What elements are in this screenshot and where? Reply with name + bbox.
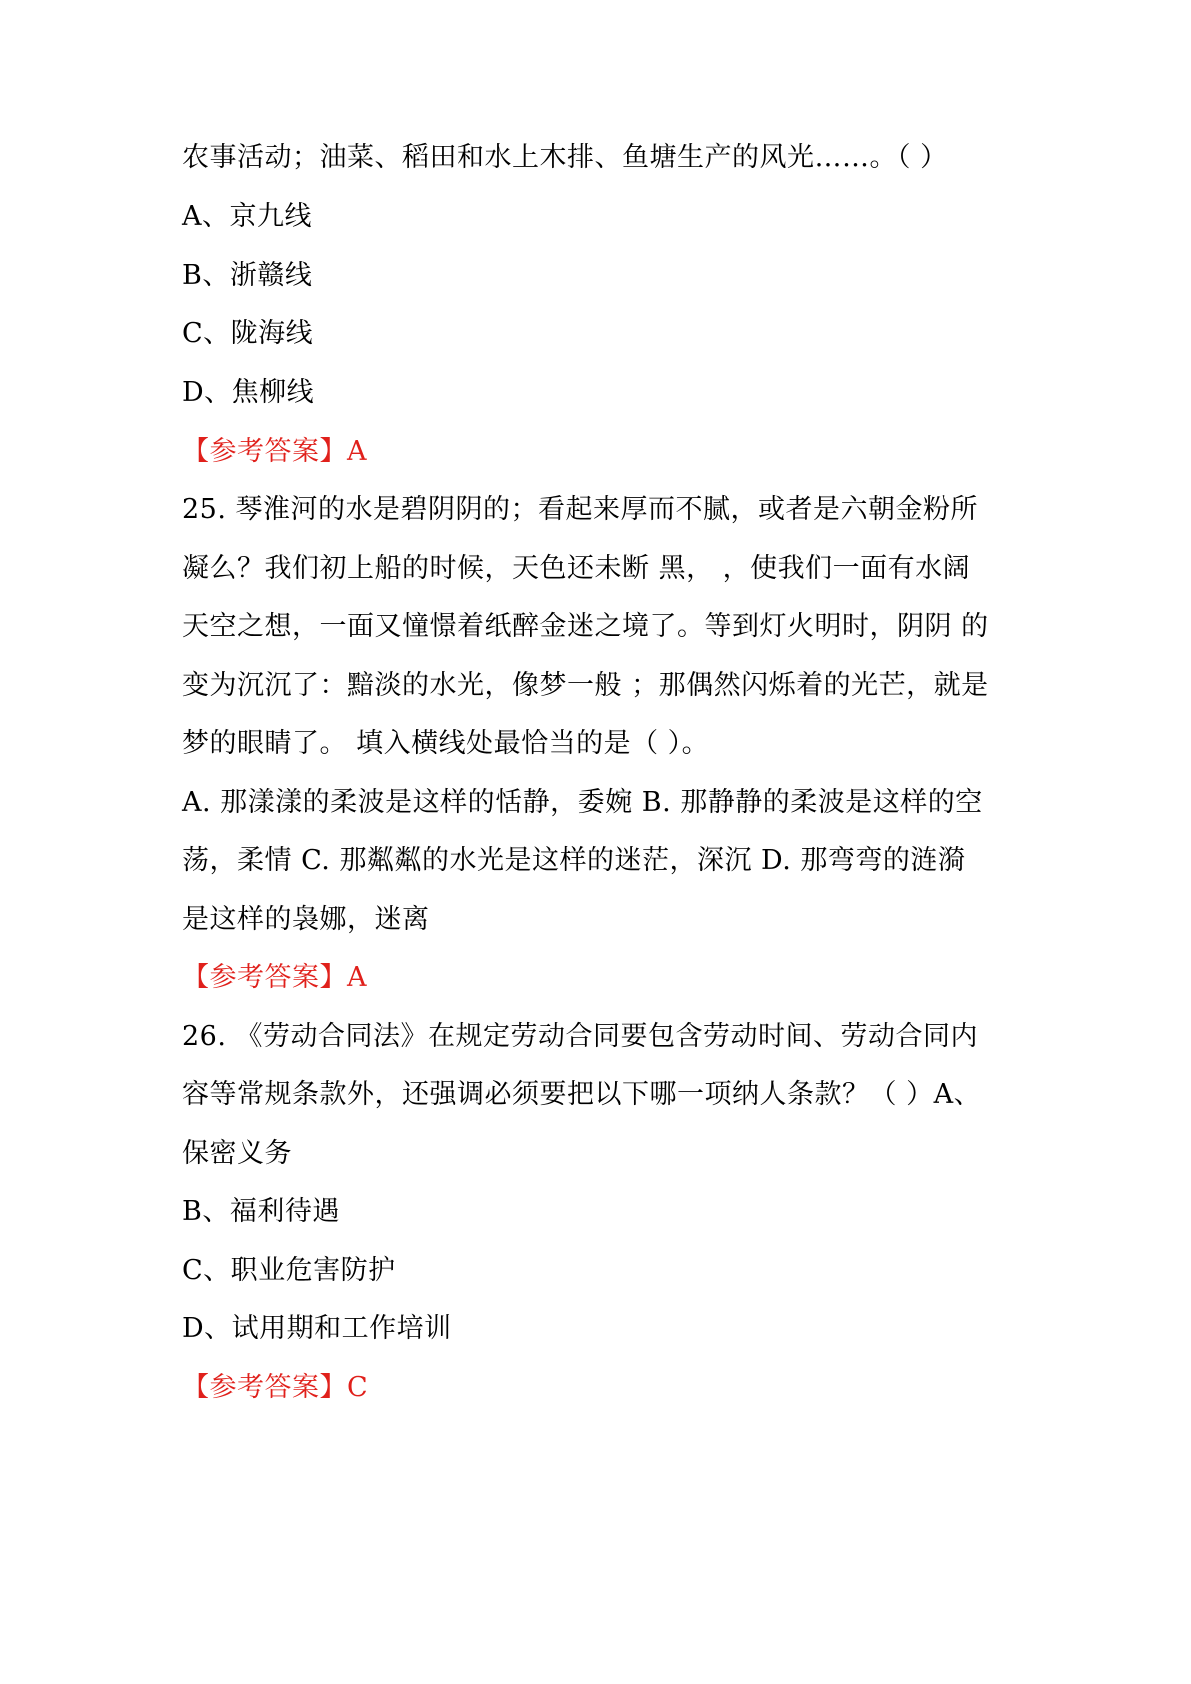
q26-option-b: B、福利待遇 xyxy=(182,1196,340,1227)
q24-option-a: A、京九线 xyxy=(182,201,312,232)
q26-stem-line: 保密义务 xyxy=(182,1138,292,1169)
q26-option-c: C、职业危害防护 xyxy=(182,1255,396,1286)
q25-stem-line: 梦的眼睛了。 填入横线处最恰当的是（ ）。 xyxy=(182,728,710,759)
q24-option-b: B、浙赣线 xyxy=(182,260,313,291)
q25-stem-line: 变为沉沉了：黯淡的水光，像梦一般 ；那偶然闪烁着的光芒，就是 xyxy=(182,670,989,701)
q26-stem-line: 容等常规条款外，还强调必须要把以下哪一项纳人条款？（ ）A、 xyxy=(182,1079,982,1110)
q24-answer: 【参考答案】A xyxy=(182,436,367,467)
q26-answer: 【参考答案】C xyxy=(182,1372,369,1403)
q24-option-d: D、焦柳线 xyxy=(182,377,315,408)
q25-stem-line: 凝么？我们初上船的时候，天色还未断 黑， ，使我们一面有水阔 xyxy=(182,553,971,584)
q24-option-c: C、陇海线 xyxy=(182,318,314,349)
q26-stem-line: 26. 《劳动合同法》在规定劳动合同要包含劳动时间、劳动合同内 xyxy=(182,1021,979,1052)
q24-stem-tail: 农事活动；油菜、稻田和水上木排、鱼塘生产的风光……。（ ） xyxy=(182,142,948,173)
q25-stem-line: 25. 琴淮河的水是碧阴阴的；看起来厚而不腻，或者是六朝金粉所 xyxy=(182,494,979,525)
q25-options-line: A. 那漾漾的柔波是这样的恬静，委婉 B. 那静静的柔波是这样的空 xyxy=(182,787,983,818)
q25-options-line: 是这样的袅娜，迷离 xyxy=(182,904,430,935)
q25-stem-line: 天空之想，一面又憧憬着纸醉金迷之境了。等到灯火明时，阴阴 的 xyxy=(182,611,989,642)
q25-options-line: 荡，柔情 C. 那粼粼的水光是这样的迷茫，深沉 D. 那弯弯的涟漪 xyxy=(182,845,966,876)
q25-answer: 【参考答案】A xyxy=(182,962,367,993)
q26-option-d: D、试用期和工作培训 xyxy=(182,1313,452,1344)
